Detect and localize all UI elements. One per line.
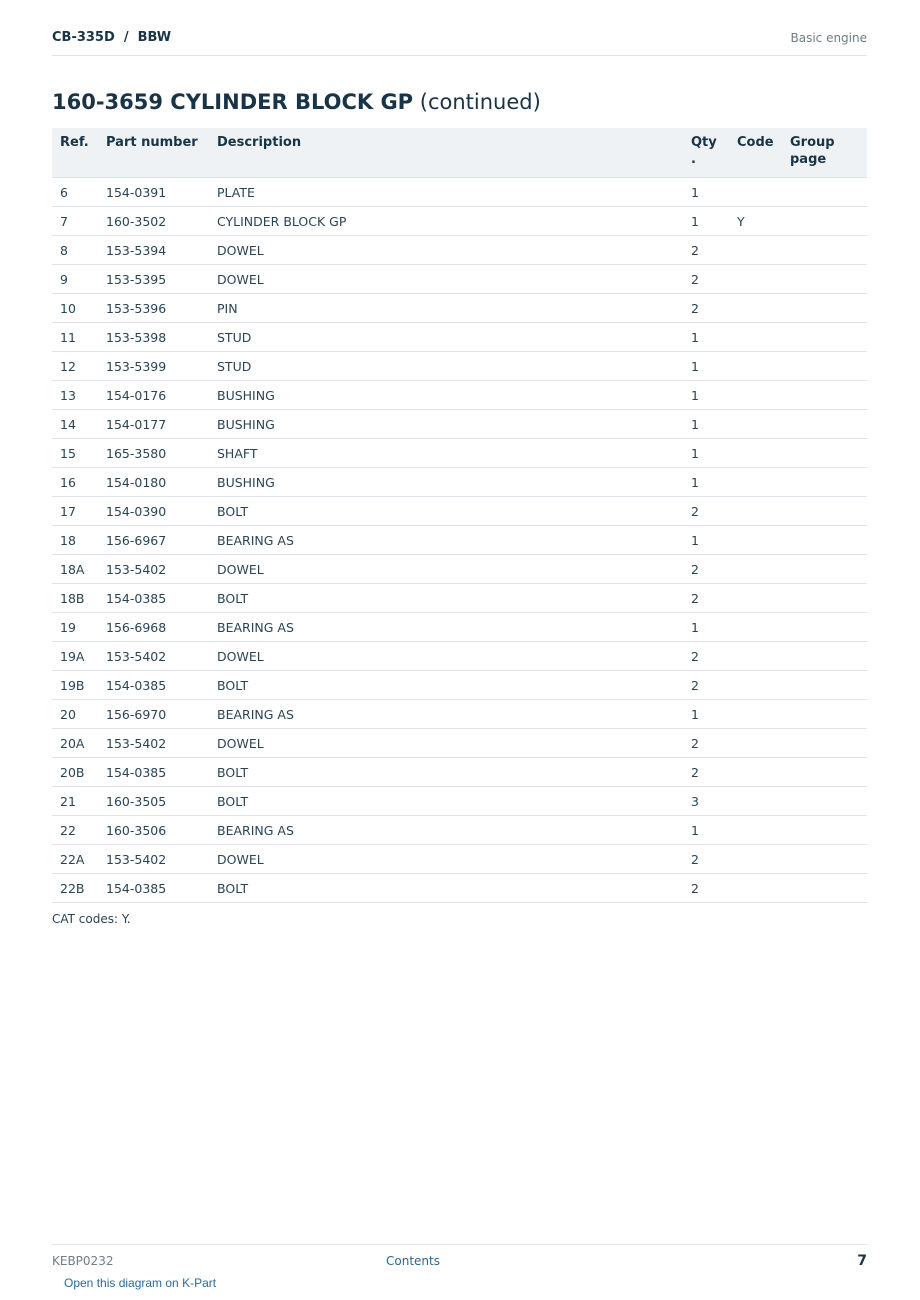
group-page-cell	[782, 265, 867, 294]
ref-cell: 21	[52, 787, 98, 816]
part-number-cell: 156-6968	[98, 613, 209, 642]
code-cell	[729, 816, 782, 845]
group-page-cell	[782, 410, 867, 439]
part-number-cell: 154-0391	[98, 178, 209, 207]
qty-cell: 1	[683, 700, 729, 729]
page-footer	[52, 1244, 867, 1269]
qty-cell: 1	[683, 207, 729, 236]
table-row	[52, 700, 867, 729]
qty-cell: 2	[683, 236, 729, 265]
col-qty: Qty .	[683, 128, 729, 178]
part-number-cell: 160-3505	[98, 787, 209, 816]
description-cell: CYLINDER BLOCK GP	[209, 207, 683, 236]
description-cell: PLATE	[209, 178, 683, 207]
page-header	[52, 28, 867, 56]
qty-cell: 2	[683, 671, 729, 700]
ref-cell: 18	[52, 526, 98, 555]
description-cell: BUSHING	[209, 410, 683, 439]
table-row	[52, 381, 867, 410]
ref-cell: 20	[52, 700, 98, 729]
ref-cell: 20B	[52, 758, 98, 787]
code-cell	[729, 787, 782, 816]
table-header-row	[52, 128, 867, 178]
code-cell	[729, 468, 782, 497]
ref-cell: 12	[52, 352, 98, 381]
part-number-cell: 153-5399	[98, 352, 209, 381]
code-cell	[729, 178, 782, 207]
group-page-cell	[782, 729, 867, 758]
part-number-cell: 154-0385	[98, 584, 209, 613]
code-cell	[729, 729, 782, 758]
ref-cell: 19A	[52, 642, 98, 671]
qty-cell: 1	[683, 352, 729, 381]
col-group-page: Group page	[782, 128, 867, 178]
qty-cell: 2	[683, 642, 729, 671]
table-row	[52, 816, 867, 845]
ref-cell: 17	[52, 497, 98, 526]
description-cell: BEARING AS	[209, 700, 683, 729]
part-number-cell: 160-3502	[98, 207, 209, 236]
code-cell	[729, 584, 782, 613]
part-number-cell: 153-5402	[98, 845, 209, 874]
table-row	[52, 265, 867, 294]
part-number-cell: 160-3506	[98, 816, 209, 845]
ref-cell: 15	[52, 439, 98, 468]
part-number-cell: 153-5396	[98, 294, 209, 323]
group-page-cell	[782, 323, 867, 352]
group-page-cell	[782, 816, 867, 845]
code-cell	[729, 700, 782, 729]
code-cell	[729, 671, 782, 700]
table-row	[52, 207, 867, 236]
description-cell: STUD	[209, 352, 683, 381]
code-cell	[729, 526, 782, 555]
table-row	[52, 613, 867, 642]
description-cell: DOWEL	[209, 265, 683, 294]
table-row	[52, 584, 867, 613]
table-row	[52, 352, 867, 381]
description-cell: BUSHING	[209, 468, 683, 497]
qty-cell: 1	[683, 381, 729, 410]
code-cell	[729, 874, 782, 903]
document-id: KEBP0232	[52, 1254, 114, 1268]
page-number: 7	[857, 1253, 867, 1269]
ref-cell: 19	[52, 613, 98, 642]
part-number-cell: 156-6970	[98, 700, 209, 729]
qty-cell: 2	[683, 584, 729, 613]
qty-cell: 2	[683, 845, 729, 874]
table-row	[52, 497, 867, 526]
description-cell: BOLT	[209, 787, 683, 816]
ref-cell: 7	[52, 207, 98, 236]
group-page-cell	[782, 468, 867, 497]
description-cell: SHAFT	[209, 439, 683, 468]
group-page-cell	[782, 845, 867, 874]
code-cell	[729, 845, 782, 874]
description-cell: DOWEL	[209, 729, 683, 758]
qty-cell: 2	[683, 874, 729, 903]
table-row	[52, 729, 867, 758]
ref-cell: 16	[52, 468, 98, 497]
table-row	[52, 468, 867, 497]
contents-link[interactable]: Contents	[386, 1254, 440, 1268]
qty-cell: 1	[683, 178, 729, 207]
title-suffix: (continued)	[413, 90, 541, 114]
table-row	[52, 787, 867, 816]
qty-cell: 2	[683, 265, 729, 294]
cat-codes-note: CAT codes: Y.	[52, 912, 131, 926]
col-code: Code	[729, 128, 782, 178]
ref-cell: 11	[52, 323, 98, 352]
group-page-cell	[782, 700, 867, 729]
group-page-cell	[782, 497, 867, 526]
part-number-cell: 153-5394	[98, 236, 209, 265]
table-row	[52, 178, 867, 207]
code-cell	[729, 613, 782, 642]
part-number-cell: 154-0390	[98, 497, 209, 526]
part-number-cell: 154-0385	[98, 671, 209, 700]
ref-cell: 22A	[52, 845, 98, 874]
table-row	[52, 845, 867, 874]
code-cell	[729, 265, 782, 294]
part-number-cell: 153-5402	[98, 555, 209, 584]
qty-cell: 1	[683, 323, 729, 352]
code-cell	[729, 352, 782, 381]
code-cell	[729, 642, 782, 671]
col-part-number: Part number	[98, 128, 209, 178]
description-cell: BEARING AS	[209, 613, 683, 642]
group-page-cell	[782, 352, 867, 381]
description-cell: BEARING AS	[209, 816, 683, 845]
ref-cell: 13	[52, 381, 98, 410]
description-cell: DOWEL	[209, 642, 683, 671]
group-page-cell	[782, 671, 867, 700]
table-row	[52, 642, 867, 671]
qty-cell: 2	[683, 729, 729, 758]
description-cell: BOLT	[209, 497, 683, 526]
group-page-cell	[782, 787, 867, 816]
col-description: Description	[209, 128, 683, 178]
table-row	[52, 874, 867, 903]
qty-cell: 1	[683, 439, 729, 468]
table-row	[52, 236, 867, 265]
part-number-cell: 154-0177	[98, 410, 209, 439]
ref-cell: 9	[52, 265, 98, 294]
group-page-cell	[782, 381, 867, 410]
ref-cell: 8	[52, 236, 98, 265]
ref-cell: 22	[52, 816, 98, 845]
code-cell	[729, 236, 782, 265]
description-cell: DOWEL	[209, 236, 683, 265]
qty-cell: 3	[683, 787, 729, 816]
description-cell: BOLT	[209, 758, 683, 787]
part-number-cell: 154-0176	[98, 381, 209, 410]
description-cell: BOLT	[209, 874, 683, 903]
code-cell	[729, 294, 782, 323]
table-row	[52, 410, 867, 439]
qty-cell: 2	[683, 555, 729, 584]
parts-table	[52, 128, 867, 903]
table-row	[52, 323, 867, 352]
section-label: Basic engine	[790, 31, 867, 45]
description-cell: BEARING AS	[209, 526, 683, 555]
description-cell: STUD	[209, 323, 683, 352]
table-row	[52, 758, 867, 787]
part-number-cell: 153-5402	[98, 642, 209, 671]
description-cell: DOWEL	[209, 555, 683, 584]
group-page-cell	[782, 555, 867, 584]
description-cell: BUSHING	[209, 381, 683, 410]
group-page-cell	[782, 178, 867, 207]
qty-cell: 1	[683, 526, 729, 555]
qty-cell: 1	[683, 613, 729, 642]
table-row	[52, 439, 867, 468]
group-page-cell	[782, 613, 867, 642]
qty-cell: 2	[683, 294, 729, 323]
part-number-cell: 154-0385	[98, 874, 209, 903]
ref-cell: 18B	[52, 584, 98, 613]
group-page-cell	[782, 584, 867, 613]
part-number-cell: 154-0180	[98, 468, 209, 497]
ref-cell: 14	[52, 410, 98, 439]
group-page-cell	[782, 207, 867, 236]
table-row	[52, 526, 867, 555]
part-number-cell: 156-6967	[98, 526, 209, 555]
table-row	[52, 294, 867, 323]
table-row	[52, 671, 867, 700]
description-cell: BOLT	[209, 671, 683, 700]
group-title: 160-3659 CYLINDER BLOCK GP	[52, 90, 414, 114]
code-cell	[729, 555, 782, 584]
description-cell: PIN	[209, 294, 683, 323]
group-page-cell	[782, 526, 867, 555]
ref-cell: 6	[52, 178, 98, 207]
open-diagram-link[interactable]: Open this diagram on K-Part	[64, 1276, 217, 1290]
group-page-cell	[782, 236, 867, 265]
ref-cell: 22B	[52, 874, 98, 903]
part-number-cell: 153-5395	[98, 265, 209, 294]
code-cell	[729, 381, 782, 410]
code-cell: Y	[729, 207, 782, 236]
group-page-cell	[782, 294, 867, 323]
part-number-cell: 153-5402	[98, 729, 209, 758]
group-page-cell	[782, 874, 867, 903]
table-body	[52, 178, 867, 903]
group-page-cell	[782, 642, 867, 671]
col-ref: Ref.	[52, 128, 98, 178]
group-page-cell	[782, 758, 867, 787]
code-cell	[729, 497, 782, 526]
part-number-cell: 154-0385	[98, 758, 209, 787]
ref-cell: 19B	[52, 671, 98, 700]
description-cell: DOWEL	[209, 845, 683, 874]
ref-cell: 10	[52, 294, 98, 323]
part-number-cell: 165-3580	[98, 439, 209, 468]
code-cell	[729, 410, 782, 439]
code-cell	[729, 323, 782, 352]
ref-cell: 18A	[52, 555, 98, 584]
table-row	[52, 555, 867, 584]
page-title	[52, 90, 541, 114]
qty-cell: 1	[683, 468, 729, 497]
code-cell	[729, 758, 782, 787]
qty-cell: 2	[683, 497, 729, 526]
qty-cell: 2	[683, 758, 729, 787]
code-cell	[729, 439, 782, 468]
description-cell: BOLT	[209, 584, 683, 613]
group-page-cell	[782, 439, 867, 468]
ref-cell: 20A	[52, 729, 98, 758]
model-label: CB-335D / BBW	[52, 30, 172, 45]
qty-cell: 1	[683, 410, 729, 439]
part-number-cell: 153-5398	[98, 323, 209, 352]
qty-cell: 1	[683, 816, 729, 845]
